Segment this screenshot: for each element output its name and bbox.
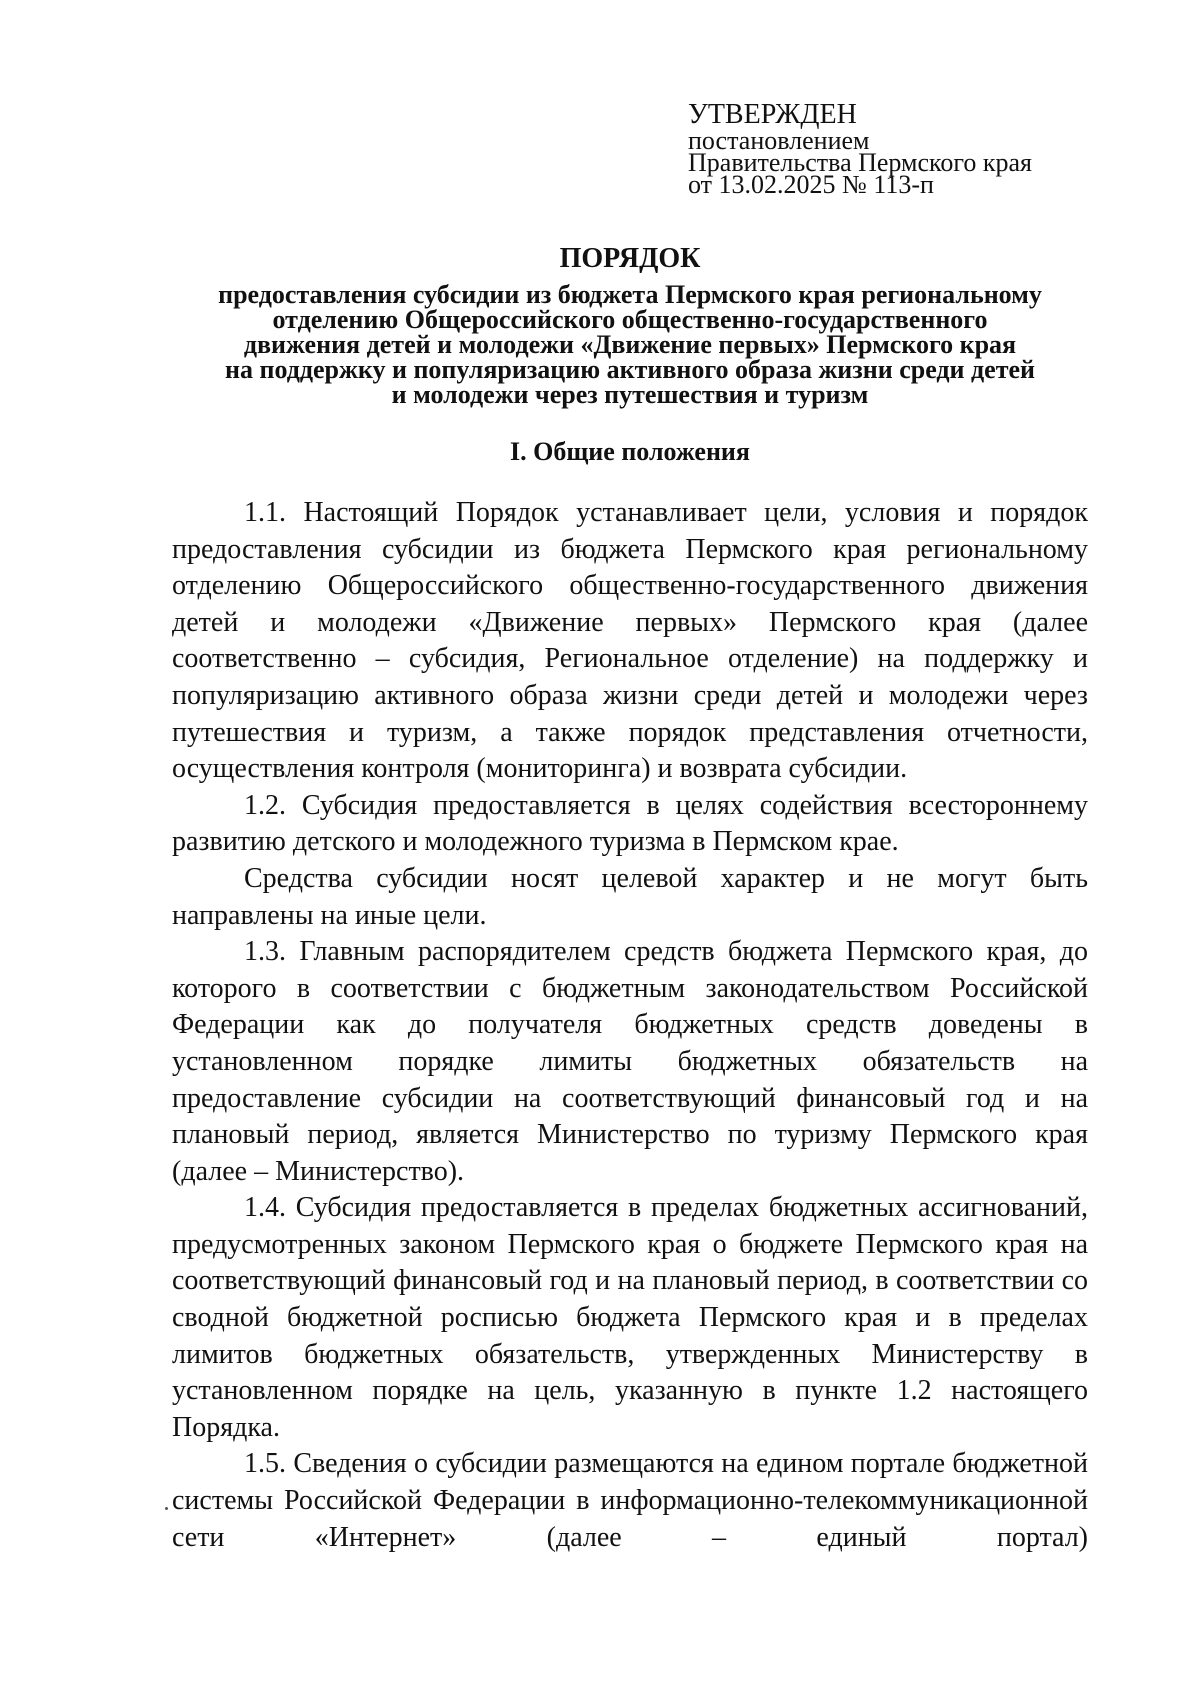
approval-stamp xyxy=(688,99,1032,199)
paragraph-1-2-funds: Средства субсидии носят целевой характер и не могут быть направлены на иные цели. xyxy=(172,862,1088,931)
subtitle-line: предоставления субсидии из бюджета Пермского края региональному xyxy=(218,280,1042,309)
subtitle-line: и молодежи через путешествия и туризм xyxy=(391,380,869,409)
paragraph-1-1: 1.1. Настоящий Порядок устанавливает цели, условия и порядок предоставления субсидии из бюджета Пермского края региональному отделению Общероссийского общественно-государственного движения детей и молодежи «Движение первых» Пермского края (далее соответственно – субсидия, Региональное отделение) на поддержку и популяризацию активного образа жизни среди детей и молодежи через путешествия и туризм, а также порядок представления отчетности, осуществления контроля (мониторинга) и возврата субсидии. xyxy=(172,497,1088,785)
paragraph-1-3: 1.3. Главным распорядителем средств бюджета Пермского края, до которого в соответствии с бюджетным законодательством Российской Федерации как до получателя бюджетных средств доведены в установленном порядке лимиты бюджетных обязательств на предоставление субсидии на соответствующий финансовый год и на плановый период, является Министерство по туризму Пермского края (далее – Министерство). xyxy=(172,936,1088,1187)
paragraph-1-5: 1.5. Сведения о субсидии размещаются на едином портале бюджетной системы Российской Федерации в информационно-телекоммуникационной сети «Интернет» (далее – единый портал) xyxy=(172,1448,1088,1553)
approval-line: Правительства Пермского края xyxy=(688,148,1032,177)
paragraph-1-2: 1.2. Субсидия предоставляется в целях содействия всестороннему развитию детского и молодежного туризма в Пермском крае. xyxy=(172,789,1088,858)
subtitle-line: движения детей и молодежи «Движение первых» Пермского края xyxy=(243,330,1017,359)
section-heading: I. Общие положения xyxy=(510,437,750,466)
document-title: ПОРЯДОК xyxy=(559,243,701,274)
scan-speck xyxy=(165,1507,168,1510)
subtitle-line: на поддержку и популяризацию активного образа жизни среди детей xyxy=(224,355,1036,384)
approval-line: постановлением xyxy=(688,126,870,155)
approval-date-number: от 13.02.2025 № 113-п xyxy=(688,170,934,199)
document-body xyxy=(172,495,1088,1556)
paragraph-1-4: 1.4. Субсидия предоставляется в пределах бюджетных ассигнований, предусмотренных законом Пермского края о бюджете Пермского края на соответствующий финансовый год и на плановый период, в соответствии со сводной бюджетной росписью бюджета Пермского края и в пределах лимитов бюджетных обязательств, утвержденных Министерству в установленном порядке на цель, указанную в пункте 1.2 настоящего Порядка. xyxy=(172,1192,1088,1443)
subtitle-line: отделению Общероссийского общественно-государственного xyxy=(272,305,988,334)
document-subtitle xyxy=(150,282,1110,407)
approval-title: УТВЕРЖДЕН xyxy=(688,99,857,130)
